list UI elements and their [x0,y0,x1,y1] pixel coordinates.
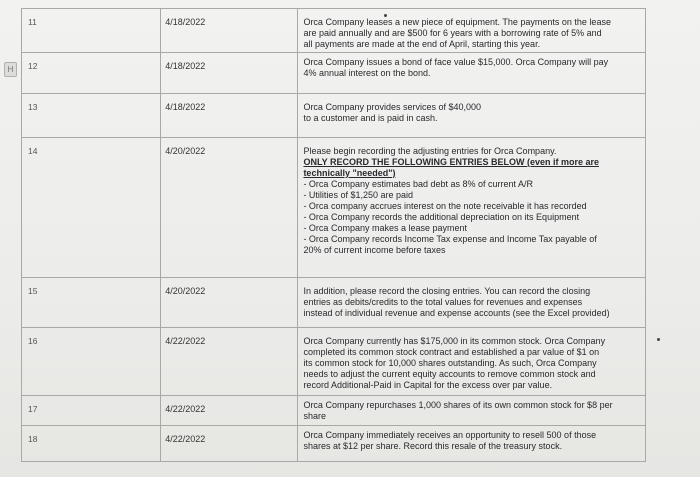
description-line: to a customer and is paid in cash. [303,113,438,123]
row-number: 11 [22,9,161,53]
row-number: 18 [22,426,161,462]
bullet-item: - Orca Company records Income Tax expense and Income Tax payable of [303,234,597,244]
instruction-heading: ONLY RECORD THE FOLLOWING ENTRIES BELOW (even if more are [303,157,599,167]
row-number: 14 [22,138,161,278]
description-line: Please begin recording the adjusting entries for Orca Company. [303,146,557,156]
description-line: Orca Company provides services of $40,000 [303,102,482,112]
description-line: Orca Company repurchases 1,000 shares of its own common stock for $8 per [303,400,613,410]
row-date: 4/22/2022 [161,426,298,462]
description-line: its common stock for 10,000 shares outstanding. As such, Orca Company [303,358,597,368]
table-row [22,426,646,462]
description-line: Orca Company leases a new piece of equipment. The payments on the lease [303,17,611,27]
description-line: share [303,411,326,421]
row-date: 4/22/2022 [161,328,298,396]
row-date: 4/18/2022 [161,9,298,53]
table-row [22,94,646,138]
table-row [22,278,646,328]
row-date: 4/18/2022 [161,94,298,138]
row-description [298,53,646,94]
row-number: 12 [22,53,161,94]
table-row [22,328,646,396]
description-line: are paid annually and are $500 for 6 years with a borrowing rate of 5% and [303,28,602,38]
row-date: 4/22/2022 [161,396,298,426]
row-number: 16 [22,328,161,396]
row-number: 15 [22,278,161,328]
side-marker: H [4,62,17,77]
description-line: In addition, please record the closing entries. You can record the closing [303,286,591,296]
description-line: shares at $12 per share. Record this resale of the treasury stock. [303,441,563,451]
row-number: 13 [22,94,161,138]
table-row [22,9,646,53]
entries-table [21,8,646,462]
instruction-heading: technically "needed") [303,168,396,178]
row-description [298,328,646,396]
row-description [298,396,646,426]
row-description [298,9,646,53]
row-number: 17 [22,396,161,426]
bullet-item: - Utilities of $1,250 are paid [303,190,413,200]
bullet-item: - Orca Company records the additional depreciation on its Equipment [303,212,580,222]
description-line: Orca Company immediately receives an opportunity to resell 500 of those [303,430,597,440]
description-line: needs to adjust the current equity accounts to remove common stock and [303,369,596,379]
row-date: 4/18/2022 [161,53,298,94]
description-line: instead of individual revenue and expense accounts (see the Excel provided) [303,308,610,318]
bullet-item: 20% of current income before taxes [303,245,446,255]
description-line: completed its common stock contract and established a par value of $1 on [303,347,600,357]
description-line: Orca Company issues a bond of face value $15,000. Orca Company will pay [303,57,609,67]
description-line: Orca Company currently has $175,000 in its common stock. Orca Company [303,336,606,346]
table-row [22,53,646,94]
bullet-item: - Orca company accrues interest on the note receivable it has recorded [303,201,587,211]
description-line: entries as debits/credits to the total values for revenues and expenses [303,297,583,307]
description-line: record Additional-Paid in Capital for the excess over par value. [303,380,553,390]
cursor-dot [657,338,660,341]
row-date: 4/20/2022 [161,278,298,328]
description-line: all payments are made at the end of April, starting this year. [303,39,541,49]
row-description [298,426,646,462]
bullet-item: - Orca Company estimates bad debt as 8% of current A/R [303,179,534,189]
table-row [22,138,646,278]
row-description [298,94,646,138]
table-row [22,396,646,426]
row-description [298,138,646,278]
description-line: 4% annual interest on the bond. [303,68,431,78]
row-description [298,278,646,328]
bullet-item: - Orca Company makes a lease payment [303,223,468,233]
row-date: 4/20/2022 [161,138,298,278]
